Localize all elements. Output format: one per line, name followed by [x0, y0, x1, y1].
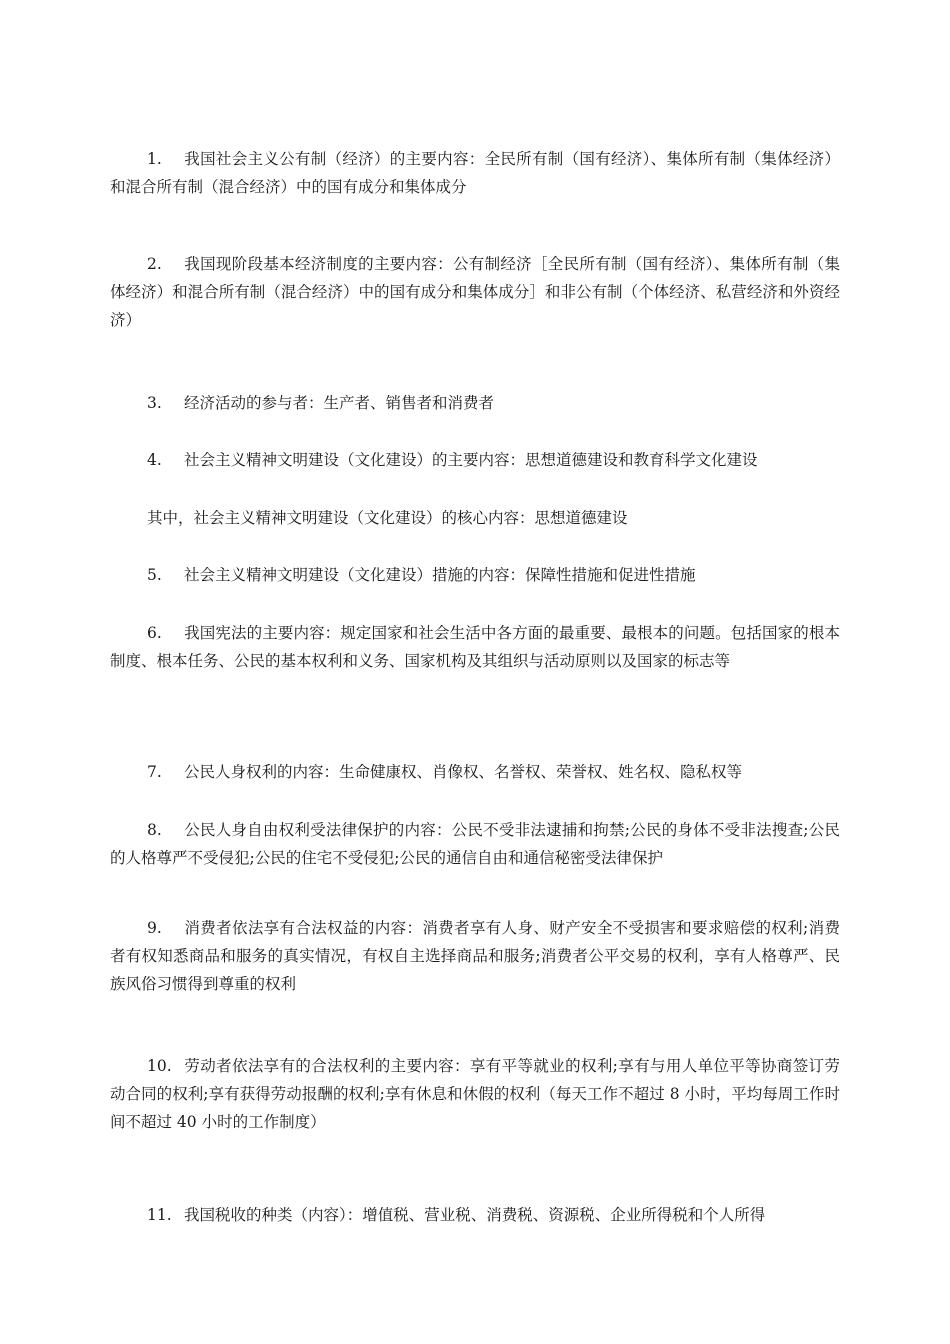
paragraph-text: 劳动者依法享有的合法权利的主要内容：享有平等就业的权利;享有与用人单位平等协商签订劳动合同的权利;享有获得劳动报酬的权利;享有休息和休假的权利（每天工作不超过 8 小时，平均每周工作时间不超过 40 小时的工作制度） — [110, 1057, 840, 1131]
paragraph-text: 社会主义精神文明建设（文化建设）的主要内容：思想道德建设和教育科学文化建设 — [184, 451, 758, 469]
paragraph-4 — [110, 446, 840, 474]
paragraph-text: 我国社会主义公有制（经济）的主要内容：全民所有制（国有经济）、集体所有制（集体经济）和混合所有制（混合经济）中的国有成分和集体成分 — [110, 150, 840, 196]
paragraph-3 — [110, 389, 840, 417]
paragraph-number: 5. — [147, 566, 162, 584]
paragraph-text: 我国税收的种类（内容）：增值税、营业税、消费税、资源税、企业所得税和个人所得 — [184, 1206, 766, 1224]
paragraph-number: 2. — [147, 255, 162, 273]
paragraph-text: 公民人身权利的内容：生命健康权、肖像权、名誉权、荣誉权、姓名权、隐私权等 — [184, 763, 743, 781]
paragraph-text: 经济活动的参与者：生产者、销售者和消费者 — [184, 394, 495, 412]
paragraph-5 — [110, 561, 840, 589]
paragraph-text: 我国现阶段基本经济制度的主要内容：公有制经济［全民所有制（国有经济）、集体所有制（集体经济）和混合所有制（混合经济）中的国有成分和集体成分］和非公有制（个体经济、私营经济和外资经济） — [110, 255, 840, 329]
paragraph-10 — [110, 1052, 840, 1136]
paragraph-number: 8. — [147, 821, 162, 839]
paragraph-8 — [110, 816, 840, 872]
paragraph-1 — [110, 145, 840, 201]
paragraph-number: 1. — [147, 150, 162, 168]
paragraph-text: 我国宪法的主要内容：规定国家和社会生活中各方面的最重要、最根本的问题。包括国家的根本制度、根本任务、公民的基本权利和义务、国家机构及其组织与活动原则以及国家的标志等 — [110, 624, 840, 670]
paragraph-number: 9. — [147, 919, 162, 937]
paragraph-number: 7. — [147, 763, 162, 781]
paragraph-4-note — [110, 504, 840, 532]
paragraph-text: 其中，社会主义精神文明建设（文化建设）的核心内容：思想道德建设 — [147, 509, 628, 527]
paragraph-text: 社会主义精神文明建设（文化建设）措施的内容：保障性措施和促进性措施 — [184, 566, 696, 584]
paragraph-text: 消费者依法享有合法权益的内容：消费者享有人身、财产安全不受损害和要求赔偿的权利;消费者有权知悉商品和服务的真实情况，有权自主选择商品和服务;消费者公平交易的权利，享有人格尊严、民族风俗习惯得到尊重的权利 — [110, 919, 840, 993]
paragraph-9 — [110, 914, 840, 998]
paragraph-number: 6. — [147, 624, 162, 642]
paragraph-2 — [110, 250, 840, 334]
paragraph-number: 10. — [147, 1057, 172, 1075]
paragraph-6 — [110, 619, 840, 675]
paragraph-number: 4. — [147, 451, 162, 469]
paragraph-text: 公民人身自由权利受法律保护的内容：公民不受非法逮捕和拘禁;公民的身体不受非法搜查;公民的人格尊严不受侵犯;公民的住宅不受侵犯;公民的通信自由和通信秘密受法律保护 — [110, 821, 840, 867]
paragraph-11 — [110, 1201, 840, 1229]
paragraph-number: 3. — [147, 394, 162, 412]
paragraph-7 — [110, 758, 840, 786]
paragraph-number: 11. — [147, 1206, 172, 1224]
